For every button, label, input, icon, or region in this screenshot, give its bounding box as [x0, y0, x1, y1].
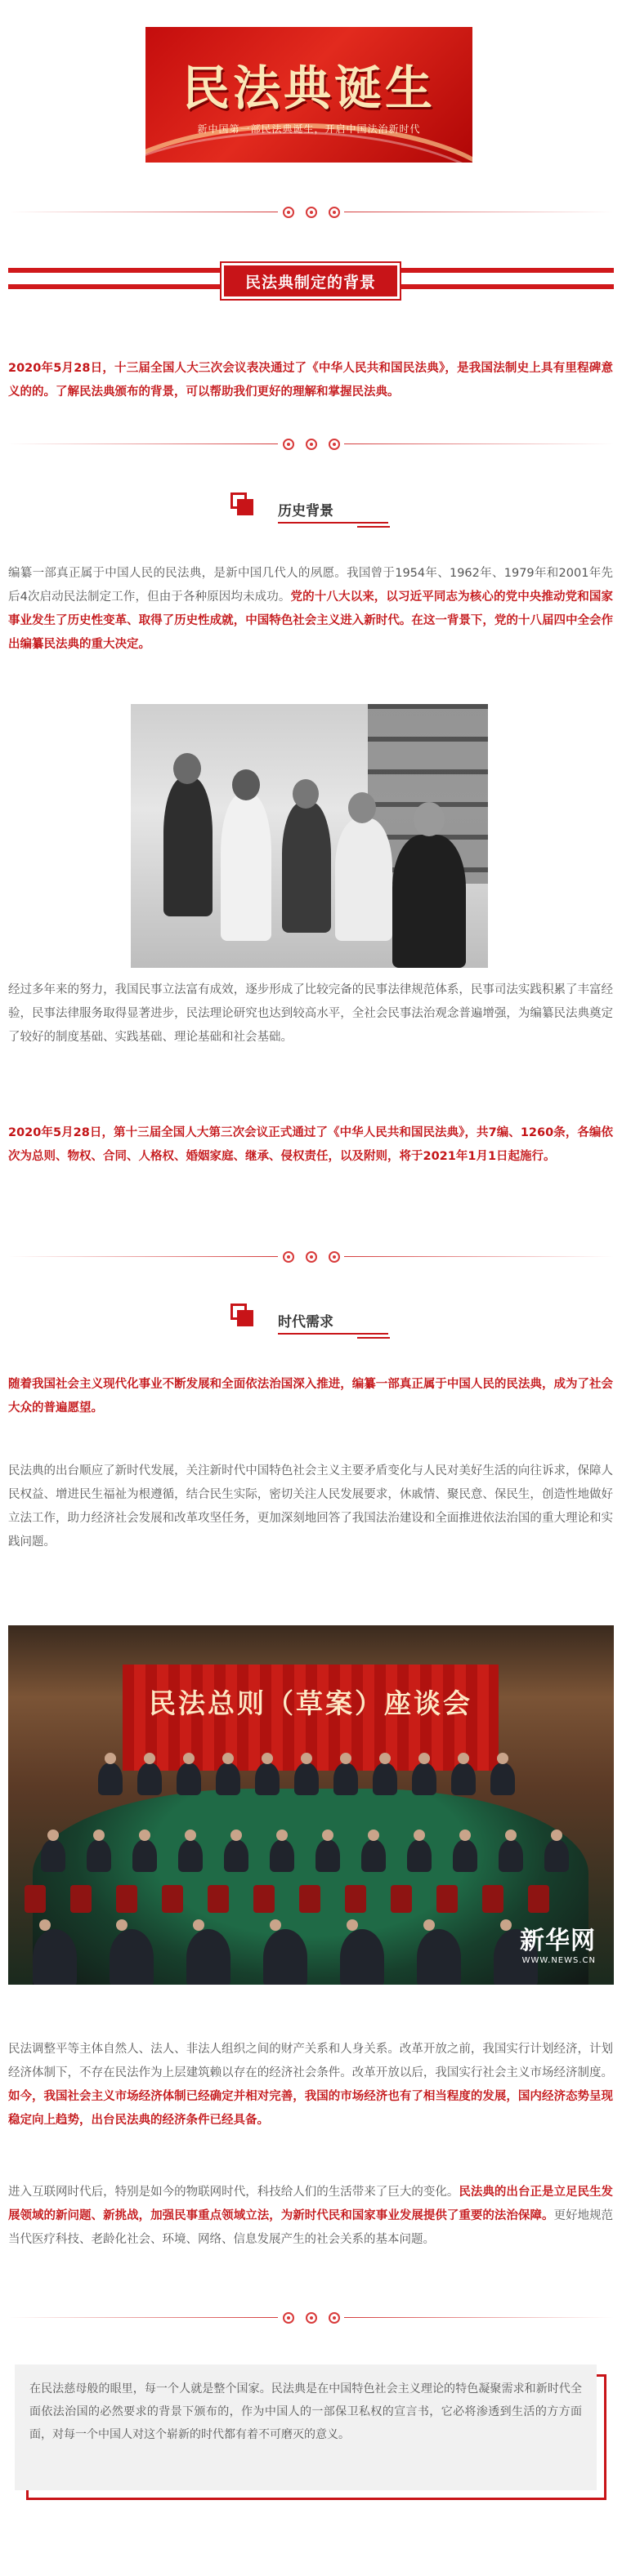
circle-dot-icon — [306, 439, 317, 450]
history-paragraph-1 — [8, 562, 613, 657]
subsection-heading-history — [230, 492, 394, 525]
paragraph-emphasis: 如今，我国社会主义市场经济体制已经确定并相对完善，我国的市场经济也有了相当程度的发展，国内经济态势呈现稳定向上趋势，出台民法典的经济条件已经具备。 — [8, 2090, 613, 2127]
dot-divider — [8, 2310, 614, 2326]
circle-dot-icon — [306, 207, 317, 218]
circle-dot-icon — [306, 1251, 317, 1263]
paragraph-text: 进入互联网时代后，特别是如今的物联网时代，科技给人们的生活带来了巨大的变化。 — [8, 2186, 459, 2199]
watermark-text: 新华网 — [520, 1927, 596, 1955]
dot-divider — [8, 436, 614, 452]
intro-paragraph: 2020年5月28日，十三届全国人大三次会议表决通过了《中华人民共和国民法典》，是我国法制史上具有里程碑意义的的。了解民法典颁布的背景，可以帮助我们更好的理解和掌握民法典。 — [8, 362, 613, 399]
era-paragraph-1: 随着我国社会主义现代化事业不断发展和全面依法治国深入推进，编纂一部真正属于中国人民的民法典，成为了社会大众的普遍愿望。 — [8, 1378, 613, 1415]
era-paragraph-3 — [8, 2038, 613, 2133]
circle-dot-icon — [329, 2312, 340, 2324]
square-heading-icon — [230, 492, 253, 515]
dot-divider — [8, 204, 614, 221]
closing-paragraph: 在民法慈母般的眼里，每一个人就是整个国家。民法典是在中国特色社会主义理论的特色凝聚需求和新时代全面依法治国的必然要求的背景下颁布的，作为中国人的一部保卫私权的宣言书，它必将渗透到生活的方方面面，对每一个中国人对这个崭新的时代都有着不可磨灭的意义。 — [29, 2382, 582, 2441]
subsection-title: 历史背景 — [278, 503, 333, 519]
era-paragraph-4 — [8, 2181, 613, 2252]
xinhua-watermark-logo — [520, 1920, 596, 1965]
circle-dot-icon — [283, 207, 294, 218]
circle-dot-icon — [329, 207, 340, 218]
circle-dot-icon — [283, 439, 294, 450]
section-title: 民法典制定的背景 — [222, 263, 400, 299]
paragraph-emphasis: 党的十八大以来，以习近平同志为核心的党中央推动党和国家事业发生了历史性变革、取得了历史性成就，中国特色社会主义进入新时代。在这一背景下，党的十八届四中全会作出编纂民法典的重大决定。 — [8, 591, 613, 651]
conference-photo — [8, 1625, 614, 1985]
paragraph-emphasis: 民法典的出台正是立足民生发展领域的新问题、新挑战，加强民事重点领域立法，为新时代民和国家事业发展提供了重要的法治保障。 — [8, 2186, 614, 2222]
dot-divider — [8, 1249, 614, 1265]
section-title-bar — [8, 263, 614, 299]
subsection-heading-era — [230, 1304, 394, 1336]
subsection-title: 时代需求 — [278, 1314, 333, 1330]
conference-banner-text: 民法总则（草案）座谈会 — [149, 1687, 472, 1719]
era-paragraph-2: 民法典的出台顺应了新时代发展，关注新时代中国特色社会主义主要矛盾变化与人民对美好生活的向往诉求，保障人民权益、增进民生福祉为根遵循，结合民生实际，密切关注人民发展要求，休戚情、聚民意、保民生，创造性地做好立法工作，助力经济社会发展和改革攻坚任务，更加深刻地回答了我国法治建设和全面推进依法治国的重大理论和实践问题。 — [8, 1464, 613, 1549]
historical-group-photo — [131, 704, 488, 968]
watermark-url: WWW.NEWS.CN — [521, 1956, 596, 1965]
paragraph-text: 民法调整平等主体自然人、法人、非法人组织之间的财产关系和人身关系。改革开放之前，我国实行计划经济，计划经济体制下，不存在民法作为上层建筑赖以存在的经济社会条件。改革开放以后，我国实行社会主义市场经济制度。 — [8, 2043, 613, 2079]
closing-quote-box — [15, 2364, 606, 2500]
history-paragraph-3: 2020年5月28日，第十三届全国人大第三次会议正式通过了《中华人民共和国民法典》，共7编、1260条，各编依次为总则、物权、合同、人格权、婚姻家庭、继承、侵权责任，以及附则，将于2021年1月1日起施行。 — [8, 1126, 613, 1163]
paragraph-text: 更好地规范当代医疗科技、老龄化社会、环境、网络、信息发展产生的社会关系的基本问题。 — [8, 2209, 614, 2246]
paragraph-text: 编纂一部真正属于中国人民的民法典，是新中国几代人的夙愿。我国曾于1954年、1962年、1979年和2001年先后4次启动民法制定工作，但由于各种原因均未成功。 — [8, 567, 613, 604]
banner-title: 民法典诞生 — [181, 60, 436, 116]
header-banner — [145, 27, 472, 163]
circle-dot-icon — [329, 1251, 340, 1263]
circle-dot-icon — [283, 2312, 294, 2324]
circle-dot-icon — [306, 2312, 317, 2324]
circle-dot-icon — [329, 439, 340, 450]
square-heading-icon — [230, 1304, 253, 1326]
circle-dot-icon — [283, 1251, 294, 1263]
history-paragraph-2: 经过多年来的努力，我国民事立法富有成效，逐步形成了比较完备的民事法律规范体系，民事司法实践积累了丰富经验，民事法律服务取得显著进步，民法理论研究也达到较高水平，全社会民事法治观念普遍增强，为编纂民法典奠定了较好的制度基础、实践基础、理论基础和社会基础。 — [8, 983, 613, 1044]
banner-subtitle: 新中国第一部民法典诞生，开启中国法治新时代 — [197, 123, 421, 135]
